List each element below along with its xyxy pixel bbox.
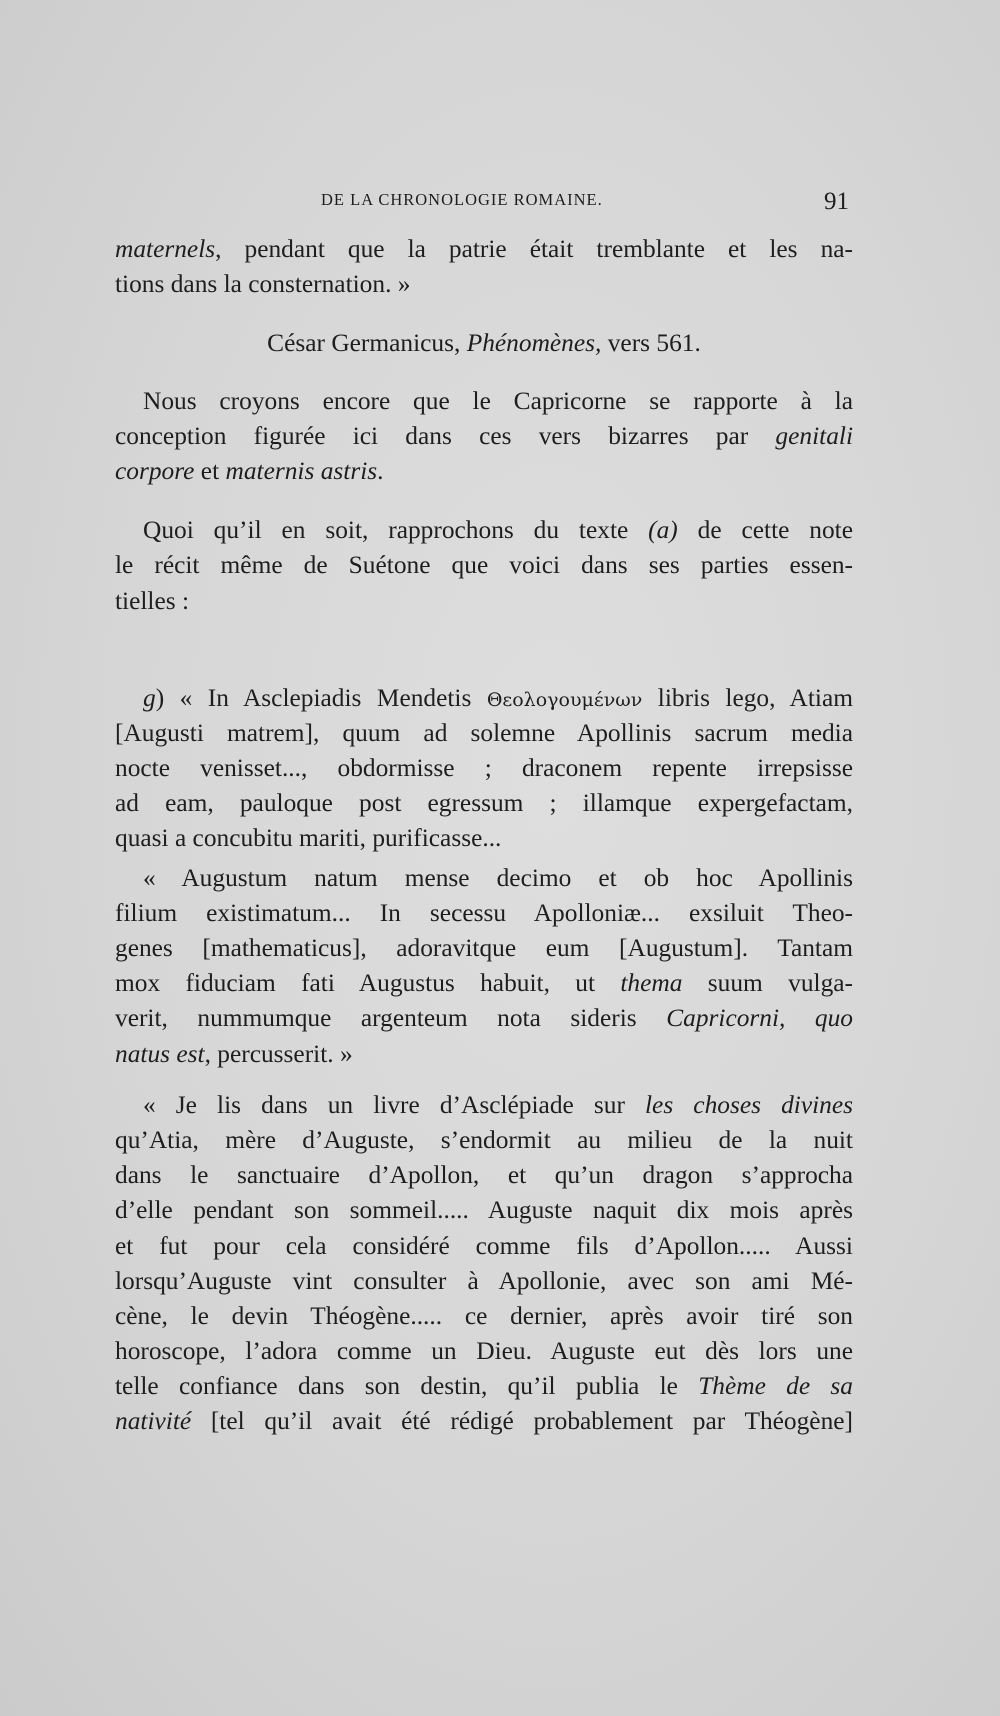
italic-word: thema (620, 969, 683, 998)
text-segment: . (377, 456, 384, 485)
italic-ref: (a) (648, 516, 678, 545)
page-number: 91 (824, 188, 849, 215)
text-segment: [tel qu’il avait été rédigé probablement par Théogène] (191, 1407, 853, 1436)
text-line (115, 454, 853, 489)
text-line: cène, le devin Théogène..... ce dernier, après avoir tiré son (115, 1301, 853, 1330)
citation-work: Phénomènes, (466, 329, 602, 358)
italic-word: maternis astris (225, 456, 378, 485)
italic-word: nativité (115, 1407, 192, 1436)
text-line (115, 1369, 853, 1404)
text-segment: libris lego, Atiam (642, 683, 853, 712)
text-line: genes [mathematicus], adoravitque eum [Augustum]. Tantam (115, 934, 853, 962)
italic-word: les choses divines (645, 1090, 853, 1119)
text-line: et fut pour cela considéré comme fils d’Apollon..... Aussi (115, 1231, 853, 1260)
text-line: d’elle pendant son sommeil..... Auguste naquit dix mois après (115, 1196, 853, 1225)
page-header (0, 188, 1000, 218)
text-line: tielles : (115, 586, 190, 615)
text-line (115, 1088, 853, 1123)
italic-word: corpore (115, 456, 195, 485)
text-line: lorsqu’Auguste vint consulter à Apollonie, avec son ami Mé- (115, 1266, 853, 1295)
text-line (115, 1037, 853, 1072)
main-text (115, 232, 853, 1440)
text-line: quasi a concubitu mariti, purificasse... (115, 824, 502, 853)
text-segment: , pendant que la patrie était tremblante et les na- (215, 235, 853, 263)
citation-author: César Germanicus, (267, 329, 467, 358)
citation-line (115, 326, 853, 361)
running-title: DE LA CHRONOLOGIE ROMAINE. (321, 190, 603, 209)
text-segment: et (194, 456, 226, 485)
italic-word: Capricorni, quo (666, 1004, 854, 1033)
text-line (115, 232, 853, 267)
italic-word: natus est (115, 1039, 205, 1068)
text-line: le récit même de Suétone que voici dans ses parties essen- (115, 551, 853, 580)
text-line (115, 419, 853, 454)
text-line: tions dans la consternation. » (115, 270, 411, 299)
text-line: horoscope, l’adora comme un Dieu. Auguste eut dès lors une (115, 1337, 853, 1366)
text-segment: de cette note (677, 516, 854, 545)
text-segment: telle confiance dans son destin, qu’il publia le (115, 1372, 699, 1401)
text-line (115, 966, 853, 1001)
italic-word: Thème de sa (698, 1372, 853, 1401)
text-segment: Quoi qu’il en soit, rapprochons du texte (143, 516, 649, 545)
text-line: qu’Atia, mère d’Auguste, s’endormit au milieu de la nuit (115, 1125, 853, 1154)
italic-word: maternels (115, 235, 216, 263)
text-line: nocte venisset..., obdormisse ; draconem repente irrepsisse (115, 754, 853, 783)
text-line (115, 681, 853, 716)
text-segment: conception figurée ici dans ces vers bizarres par (115, 421, 776, 450)
text-segment: verit, nummumque argenteum nota sideris (115, 1004, 667, 1033)
citation-verse: vers 561. (601, 329, 701, 358)
italic-ref: g (143, 683, 156, 712)
text-line: filium existimatum... In secessu Apolloniæ... exsiluit Theo- (115, 898, 853, 927)
text-segment: ) « In Asclepiadis Mendetis (155, 683, 487, 712)
text-line (115, 1001, 853, 1036)
text-line: « Augustum natum mense decimo et ob hoc Apollinis (143, 863, 853, 892)
text-line: ad eam, pauloque post egressum ; illamque expergefactam, (115, 789, 853, 818)
text-segment: suum vulga- (682, 969, 853, 998)
text-segment: mox fiduciam fati Augustus habuit, ut (115, 969, 621, 998)
text-line: [Augusti matrem], quum ad solemne Apollinis sacrum media (115, 718, 853, 747)
text-line: dans le sanctuaire d’Apollon, et qu’un dragon s’approcha (115, 1161, 853, 1190)
italic-word: genitali (775, 421, 853, 450)
text-line (115, 1404, 853, 1439)
text-line: Nous croyons encore que le Capricorne se rapporte à la (143, 386, 853, 415)
text-segment: « Je lis dans un livre d’Asclépiade sur (143, 1090, 645, 1119)
greek-word: Θεολογουμένων (486, 688, 643, 711)
text-segment: , percusserit. » (204, 1039, 353, 1068)
text-line (115, 513, 853, 548)
